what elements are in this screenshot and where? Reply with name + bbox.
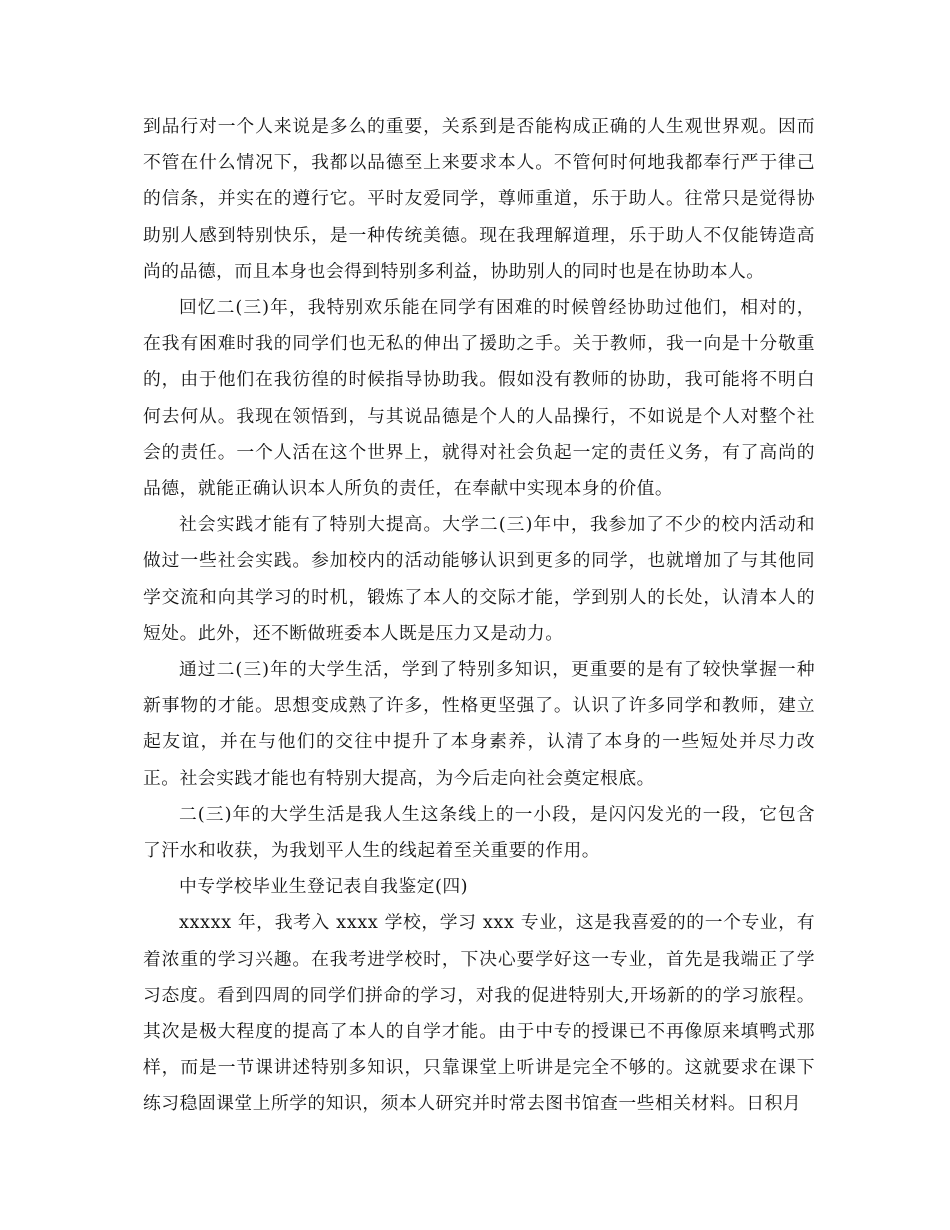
paragraph-2: 回忆二(三)年，我特别欢乐能在同学有困难的时候曾经协助过他们，相对的，在我有困难时我的同学们也无私的伸出了援助之手。关于教师，我一向是十分敬重的，由于他们在我彷徨的时候指导协助我。假如没有教师的协助，我可能将不明白何去何从。我现在领悟到，与其说品德是个人的人品操行，不如说是个人对整个社会的责任。一个人活在这个世界上，就得对社会负起一定的责任义务，有了高尚的品德，就能正确认识本人所负的责任，在奉献中实现本身的价值。 (143, 297, 815, 500)
paragraph-4: 通过二(三)年的大学生活，学到了特别多知识，更重要的是有了较快掌握一种新事物的才能。思想变成熟了许多，性格更坚强了。认识了许多同学和教师，建立起友谊，并在与他们的交往中提升了本身素养，认清了本身的一些短处并尽力改正。社会实践才能也有特别大提高，为今后走向社会奠定根底。 (143, 659, 815, 789)
paragraph-6: xxxxx 年，我考入 xxxx 学校，学习 xxx 专业，这是我喜爱的的一个专业，有着浓重的学习兴趣。在我考进学校时，下决心要学好这一专业，首先是我端正了学习态度。看到四周的同学们拼命的学习，对我的促进特别大,开场新的的学习旅程。其次是极大程度的提高了本人的自学才能。由于中专的授课已不再像原来填鸭式那样，而是一节课讲述特别多知识，只靠课堂上听讲是完全不够的。这就要求在课下练习稳固课堂上所学的知识，须本人研究并时常去图书馆查一些相关材料。日积月 (143, 912, 815, 1115)
paragraph-1: 到品行对一个人来说是多么的重要，关系到是否能构成正确的人生观世界观。因而不管在什么情况下，我都以品德至上来要求本人。不管何时何地我都奉行严于律己的信条，并实在的遵行它。平时友爱同学，尊师重道，乐于助人。往常只是觉得协助别人感到特别快乐，是一种传统美德。现在我理解道理，乐于助人不仅能铸造高尚的品德，而且本身也会得到特别多利益，协助别人的同时也是在协助本人。 (143, 116, 815, 282)
document-body (143, 109, 815, 1123)
paragraph-3: 社会实践才能有了特别大提高。大学二(三)年中，我参加了不少的校内活动和做过一些社会实践。参加校内的活动能够认识到更多的同学，也就增加了与其他同学交流和向其学习的时机，锻炼了本人的交际才能，学到别人的长处，认清本人的短处。此外，还不断做班委本人既是压力又是动力。 (143, 514, 815, 644)
section-heading: 中专学校毕业生登记表自我鉴定(四) (179, 876, 469, 898)
paragraph-5: 二(三)年的大学生活是我人生这条线上的一小段，是闪闪发光的一段，它包含了汗水和收获，为我划平人生的线起着至关重要的作用。 (143, 803, 815, 862)
